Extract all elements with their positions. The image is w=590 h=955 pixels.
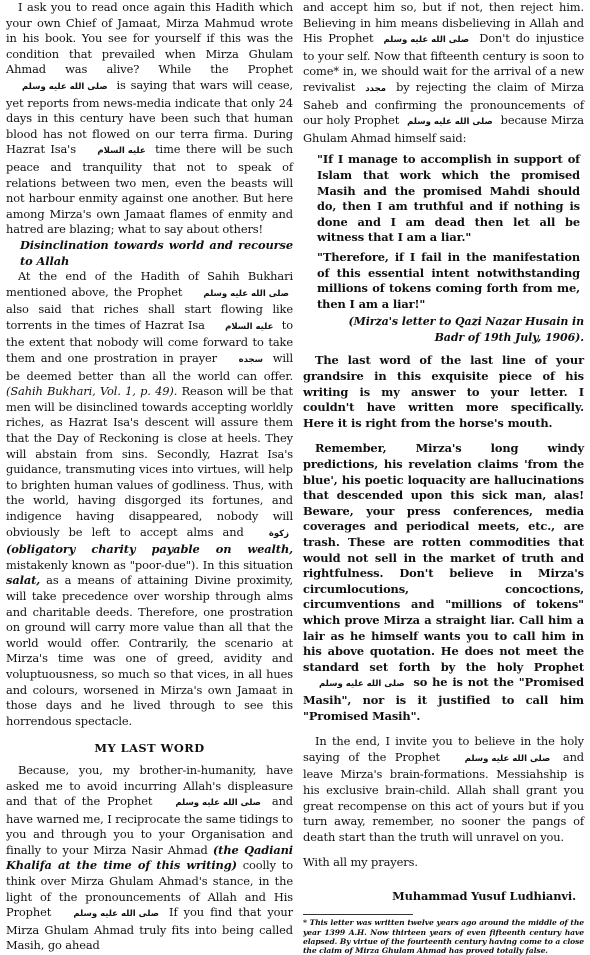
- paragraph-last-line: The last word of the last line of your grandsire in this exquisite piece of his writing is my answer to your letter. I couldn't have written more specifically. Here it is right from the horse's mouth.: [303, 353, 584, 430]
- signature: Muhammad Yusuf Ludhianvi.: [392, 888, 576, 903]
- arabic-salutation: صلى الله عليه وسلم: [464, 753, 551, 764]
- text-run: At the end of the Hadith of Sahih Bukhari mentioned above, the Prophet: [6, 269, 293, 299]
- text-run: Remember, Mirza's long windy predictions, his revelation claims 'from the blue', his poetic loquacity are hallucinations that descended upon this sick man, alas! Beware, your press conferences, media coverages and periodical meets, etc., are trash. These are rotten commodities that would not sell in the market of truth and rightfulness. Don't believe in Mirza's circumlocutions, concoctions, circumventions and "millions of tokens" which prove Mirza a straight liar. Call him a lair as he himself wants you to call him in his above quotation. He does not meet the standard set forth by the holy Prophet: [303, 441, 584, 674]
- arabic-mujaddid: مجدد: [365, 83, 386, 94]
- text-run: In the end, I invite you to believe in the holy saying of the Prophet: [303, 734, 584, 764]
- arabic-alaihissalam: عليه السلام: [97, 146, 146, 157]
- text-run: will be deemed better than all the world can offer.: [6, 351, 293, 383]
- text-run: Don't do injustice to your self. Now that fifteenth century is soon to come* in, we should wait for the arrival of a new revivalist: [303, 31, 584, 94]
- arabic-salutation: صلى الله عليه وسلم: [407, 117, 493, 128]
- text-run: is saying that wars will cease, yet reports from news-media indicate that only 24 days in this century have been such that human blood has not flowed on our terra firma. During Hazrat Isa's: [6, 77, 293, 157]
- paragraph-accept-reject: [303, 0, 584, 146]
- text-run: because Mirza Ghulam Ahmad himself said:: [303, 113, 584, 145]
- arabic-sajdah: سجده: [238, 355, 264, 366]
- text-run: mistakenly known as "poor-due"). In this situation: [6, 557, 293, 572]
- quotation: "Therefore, if I fail in the manifestation of this essential intent notwithstanding millions of tokens coming forth from me, then I am a liar!": [317, 249, 580, 311]
- left-column: [6, 0, 293, 954]
- citation: (Sahih Bukhari, Vol. 1, p. 49).: [6, 384, 178, 399]
- paragraph-disinclination: [6, 269, 293, 729]
- arabic-zakat: زکوة: [268, 528, 289, 539]
- arabic-salutation: صلى الله عليه وسلم: [319, 679, 405, 690]
- text-run: coolly to think over Mirza Ghulam Ahmad's stance, in the light of the pronouncements of Allah and His Prophet: [6, 858, 293, 920]
- arabic-salutation: صلى الله عليه وسلم: [22, 81, 108, 92]
- arabic-salutation: صلى الله عليه وسلم: [175, 798, 261, 809]
- text-run: I ask you to read once again this Hadith which your own Chief of Jamaat, Mirza Mahmud wrote in his book. You see for yourself if this was the condition that prevailed when Mirza Ghulam Ahmad was alive? While the Prophet: [6, 0, 293, 77]
- emphasis-text: (obligatory charity payable on wealth,: [6, 542, 293, 557]
- paragraph-hadith-intro: [6, 0, 293, 238]
- arabic-alaihissalam: عليه السلام: [225, 321, 274, 332]
- footnote: * This letter was written twelve years ago around the middle of the year 1399 A.H. Now thirteen years of even fifteenth century have elapsed. By virtue of the fourteenth century having come to a close the claim of Mirza Ghulam Ahmad has proved totally false.: [303, 918, 584, 955]
- text-run: and accept him so, but if not, then reject him. Believing in him means disbelieving in Allah and His Prophet: [303, 0, 584, 46]
- text-run: also said that riches shall start flowing like torrents in the times of Hazrat Isa: [6, 302, 293, 332]
- quotation: "If I manage to accomplish in support of Islam that work which the promised Masih and the promised Mahdi should do, then I am truthful and if nothing is done and I am dead then let all be witness that I am a liar.": [317, 152, 580, 245]
- arabic-salutation: صلى الله عليه وسلم: [203, 288, 289, 299]
- emphasis-text: (the Qadiani Khalifa at the time of this writing): [6, 842, 294, 873]
- right-column: [303, 0, 584, 955]
- arabic-salutation: صلى الله عليه وسلم: [73, 909, 159, 920]
- subheading: Disinclination towards world and recourse to Allah: [20, 237, 293, 268]
- text-run: time there will be such peace and tranquility that not to speak of relations between two men, even the beasts will not harbour enmity against one another. But here among Mirza's own Jamaat flames of enmity and hatred are blazing; what to say about others!: [6, 142, 293, 237]
- section-heading: MY LAST WORD: [94, 741, 205, 756]
- closing-line: With all my prayers.: [303, 855, 418, 870]
- text-run: to the extent that nobody will come forward to take them and one prostration in prayer: [6, 317, 293, 366]
- paragraph-last-word: [6, 763, 293, 954]
- arabic-salutation: صلى الله عليه وسلم: [383, 35, 470, 46]
- emphasis-text: salat,: [6, 573, 41, 588]
- text-run: If you find that your Mirza Ghulam Ahmad truly fits into being called Masih, go ahead: [6, 905, 293, 953]
- paragraph-remember: [303, 441, 584, 724]
- quotation-citation: (Mirza's letter to Qazi Nazar Husain in Badr of 19th July, 1906).: [348, 315, 584, 344]
- text-run: as a means of attaining Divine proximity, will take precedence over worship through alms and charitable deeds. Therefore, one prostration on ground will carry more value than all that the world would offer. Contrarily, the scenario at Mirza's time was one of greed, avidity and voluptuousness, so much so that vices, in all hues and colours, worsened in Mirza's own Jamaat in those days and he lived through to see this horrendous spectacle.: [6, 573, 293, 728]
- paragraph-invitation: [303, 734, 584, 845]
- footnote-divider: [303, 914, 413, 915]
- text-run: Reason will be that men will be disinclined towards accepting worldly riches, as Hazrat Isa's descent will assure them that the Day of Reckoning is close at heels. They will abstain from sins. Secondly, Hazrat Isa's guidance, transmuting vices into virtues, will help to brighten human values of godliness. Thus, with the world, having disgorged its fortunes, and indigence having disappeared, nobody will obviously be left to accept alms and: [6, 384, 293, 539]
- text-run: Because, you, my brother-in-humanity, have asked me to avoid incurring Allah's displeasure and that of the Prophet: [6, 762, 293, 809]
- text-run: and have warned me, I reciprocate the same tidings to you and through you to your Organisation and finally to your Mirza Nasir Ahmad: [6, 794, 293, 857]
- text-run: and leave Mirza's brain-formations. Messiahship is his exclusive brain-child. Allah shall grant you great recompense on this act of yours but if you turn away, remember, no sooner the pangs of death start than the truth will unravel on you.: [303, 749, 584, 844]
- text-run: by rejecting the claim of Mirza Saheb and confirming the pronouncements of our holy Prophet: [303, 79, 584, 128]
- text-run: so he is not the "Promised Masih", nor is it justified to call him "Promised Masih".: [303, 675, 584, 723]
